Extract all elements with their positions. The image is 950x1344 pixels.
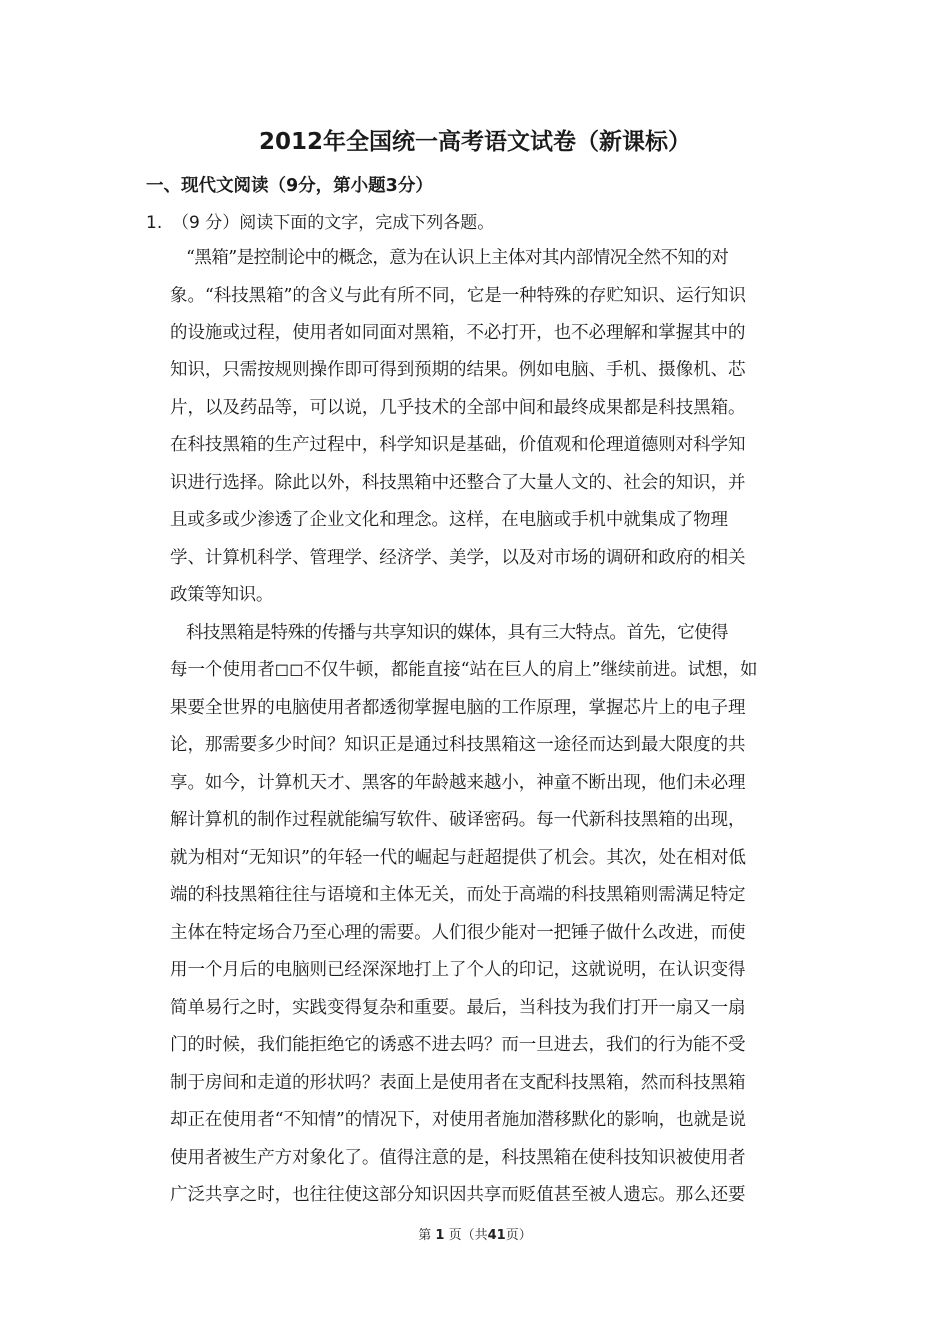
question-number: 1. — [146, 213, 163, 233]
passage-line: 在科技黑箱的生产过程中，科学知识是基础，价值观和伦理道德则对科学知 — [170, 435, 746, 455]
question-text: （9 分）阅读下面的文字，完成下列各题。 — [172, 213, 495, 233]
passage-line: 主体在特定场合乃至心理的需要。人们很少能对一把锤子做什么改进，而使 — [170, 923, 746, 943]
footer-suffix: 页） — [505, 1228, 532, 1243]
passage-line: 简单易行之时，实践变得复杂和重要。最后，当科技为我们打开一扇又一扇 — [170, 998, 746, 1018]
footer-total-pages: 41 — [487, 1228, 506, 1243]
passage-line: 解计算机的制作过程就能编写软件、破译密码。每一代新科技黑箱的出现， — [170, 810, 746, 830]
passage-line: 论，那需要多少时间？知识正是通过科技黑箱这一途径而达到最大限度的共 — [170, 735, 746, 755]
passage-line: 科技黑箱是特殊的传播与共享知识的媒体，具有三大特点。首先，它使得 — [186, 623, 728, 643]
passage-line: 广泛共享之时，也往往使这部分知识因共享而贬值甚至被人遗忘。那么还要 — [170, 1185, 746, 1205]
passage-line: 知识，只需按规则操作即可得到预期的结果。例如电脑、手机、摄像机、芯 — [170, 360, 746, 380]
footer-prefix: 第 — [418, 1228, 432, 1243]
passage-line: 每一个使用者◻◻不仅牛顿，都能直接“站在巨人的肩上”继续前进。试想，如 — [170, 660, 758, 680]
page-title: 2012年全国统一高考语文试卷（新课标） — [258, 129, 691, 155]
passage-line: 门的时候，我们能拒绝它的诱惑不进去吗？而一旦进去，我们的行为能不受 — [170, 1035, 746, 1055]
passage-line: 象。“科技黑箱”的含义与此有所不同，它是一种特殊的存贮知识、运行知识 — [170, 286, 746, 306]
passage-line: 的设施或过程，使用者如同面对黑箱，不必打开，也不必理解和掌握其中的 — [170, 323, 746, 343]
passage-line: 学、计算机科学、管理学、经济学、美学，以及对市场的调研和政府的相关 — [170, 548, 746, 568]
question-prompt — [146, 208, 494, 238]
passage-line: 却正在使用者“不知情”的情况下，对使用者施加潜移默化的影响，也就是说 — [170, 1110, 746, 1130]
section-heading: 一、现代文阅读（9分，第小题3分） — [146, 176, 433, 196]
passage-line: 使用者被生产方对象化了。值得注意的是，科技黑箱在使科技知识被使用者 — [170, 1148, 746, 1168]
passage-line: 识进行选择。除此以外，科技黑箱中还整合了大量人文的、社会的知识，并 — [170, 473, 746, 493]
page-footer — [0, 1226, 950, 1246]
passage-line: “黑箱”是控制论中的概念，意为在认识上主体对其内部情况全然不知的对 — [186, 248, 729, 268]
passage-line: 果要全世界的电脑使用者都透彻掌握电脑的工作原理，掌握芯片上的电子理 — [170, 698, 746, 718]
footer-middle: 页（共 — [448, 1228, 488, 1243]
passage-line: 政策等知识。 — [170, 585, 273, 605]
passage-line: 片，以及药品等，可以说，几乎技术的全部中间和最终成果都是科技黑箱。 — [170, 398, 746, 418]
footer-page-number: 1 — [435, 1228, 445, 1243]
passage-line: 且或多或少渗透了企业文化和理念。这样，在电脑或手机中就集成了物理 — [170, 510, 728, 530]
passage-line: 享。如今，计算机天才、黑客的年龄越来越小，神童不断出现，他们未必理 — [170, 773, 746, 793]
passage-line: 就为相对“无知识”的年轻一代的崛起与赶超提供了机会。其次，处在相对低 — [170, 848, 746, 868]
passage-line: 用一个月后的电脑则已经深深地打上了个人的印记，这就说明，在认识变得 — [170, 960, 746, 980]
passage-line: 端的科技黑箱往往与语境和主体无关，而处于高端的科技黑箱则需满足特定 — [170, 885, 746, 905]
passage-line: 制于房间和走道的形状吗？表面上是使用者在支配科技黑箱，然而科技黑箱 — [170, 1073, 746, 1093]
